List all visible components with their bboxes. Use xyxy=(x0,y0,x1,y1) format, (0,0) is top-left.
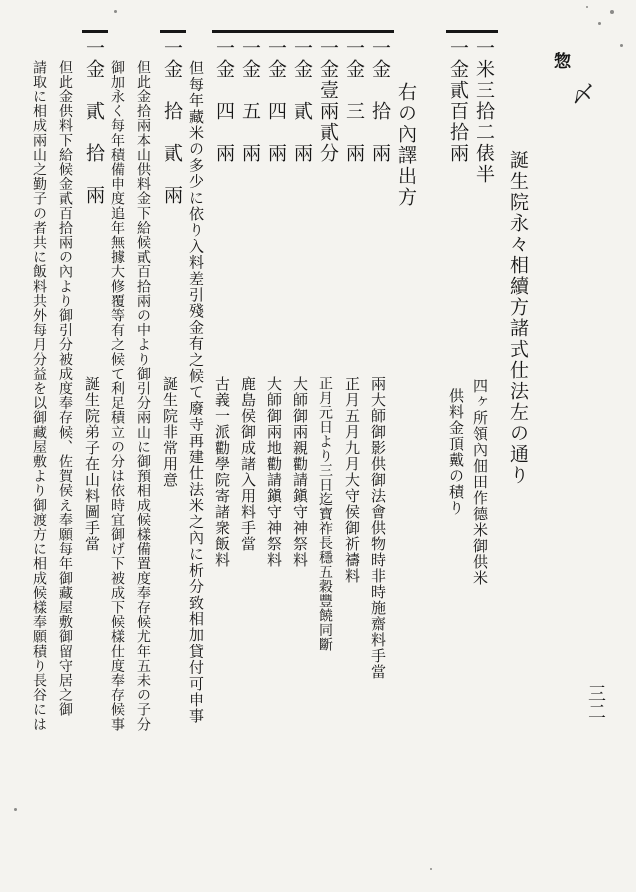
item-head: 一金壹兩貳分 xyxy=(317,38,339,164)
item-head: 一米三拾二俵半 xyxy=(473,38,495,185)
item-head: 一金 貳 拾 兩 xyxy=(83,38,105,206)
item-note: 鹿島侯御成諸入用料手當 xyxy=(239,376,257,552)
title: 誕生院永々相續方諸式仕法左の通り xyxy=(507,150,529,486)
proviso-line: 但每年藏米の多少に依り入料差引殘金有之候て廢寺再建仕法米之內に析分致相加貸付可申事 xyxy=(187,60,205,725)
proviso-line: 但此金供料下給候金貳百拾兩の內より御引分被成度奉存候、佐賀侯え奉願每年御藏屋敷御留守居之御 xyxy=(57,60,73,717)
item-head: 一金 四 兩 xyxy=(265,38,287,164)
item-rule xyxy=(264,30,290,33)
item-rule xyxy=(316,30,342,33)
scan-speck xyxy=(620,44,623,47)
item-head: 一金 四 兩 xyxy=(213,38,235,164)
item-rule xyxy=(446,30,472,33)
item-note: 兩大師御影供御法會供物時非時施齋料手當 xyxy=(369,376,387,680)
item-note: 供料金頂戴の積り xyxy=(447,388,465,516)
proviso-line: 請取に相成兩山之勤子の者共に飯料共外每月分益を以御藏屋敷より御渡方に相成候樣奉願積り長谷には xyxy=(31,60,47,732)
item-note: 大師御兩地勸請鎭守神祭料 xyxy=(265,376,283,568)
item-note: 四ヶ所領內佃田作德米御供米 xyxy=(471,378,489,586)
item-note: 誕生院弟子在山料圖手當 xyxy=(83,376,101,552)
scan-speck xyxy=(598,22,601,25)
proviso-line: 御加永く每年積備申度追年無據大修覆等有之候て利足積立の分は依時宜御げ下被成下候樣仕度奉存候事 xyxy=(109,60,125,732)
item-rule xyxy=(212,30,238,33)
scan-speck xyxy=(430,868,432,870)
item-rule xyxy=(342,30,368,33)
proviso-line: 但此金拾兩本山供料金下給候貳百拾兩の中より御引分兩山に御預相成候樣備置度奉存候尤年五未の子分 xyxy=(135,60,151,732)
item-rule xyxy=(160,30,186,33)
scan-speck xyxy=(114,10,117,13)
item-rule xyxy=(238,30,264,33)
scan-speck xyxy=(14,808,17,811)
item-rule xyxy=(472,30,498,33)
item-rule xyxy=(368,30,394,33)
item-head: 一金 拾 貳 兩 xyxy=(161,38,183,206)
item-head: 一金 三 兩 xyxy=(343,38,365,164)
scan-speck xyxy=(610,10,614,14)
item-head: 一金 貳 兩 xyxy=(291,38,313,164)
item-note: 正月元日より三日迄寶祚長穩五穀豐饒同斷 xyxy=(317,376,333,652)
scan-speck xyxy=(586,6,588,8)
item-note: 大師御兩親勸請鎭守神祭料 xyxy=(291,376,309,568)
item-note: 正月五月九月大守侯御祈禱料 xyxy=(343,376,361,584)
page-number: 三二 xyxy=(585,684,606,720)
item-note: 誕生院非常用意 xyxy=(161,376,179,488)
item-note: 古義一派勸學院寄諸衆飯料 xyxy=(213,376,231,568)
item-rule xyxy=(82,30,108,33)
item-rule xyxy=(290,30,316,33)
item-head: 一金貳百拾兩 xyxy=(447,38,469,164)
margin-mark: 〆 xyxy=(572,83,595,108)
breakdown-heading: 右の內譯出方 xyxy=(395,82,417,208)
item-head: 一金 拾 兩 xyxy=(369,38,391,164)
item-head: 一金 五 兩 xyxy=(239,38,261,164)
header-label: 惣 xyxy=(550,52,570,69)
